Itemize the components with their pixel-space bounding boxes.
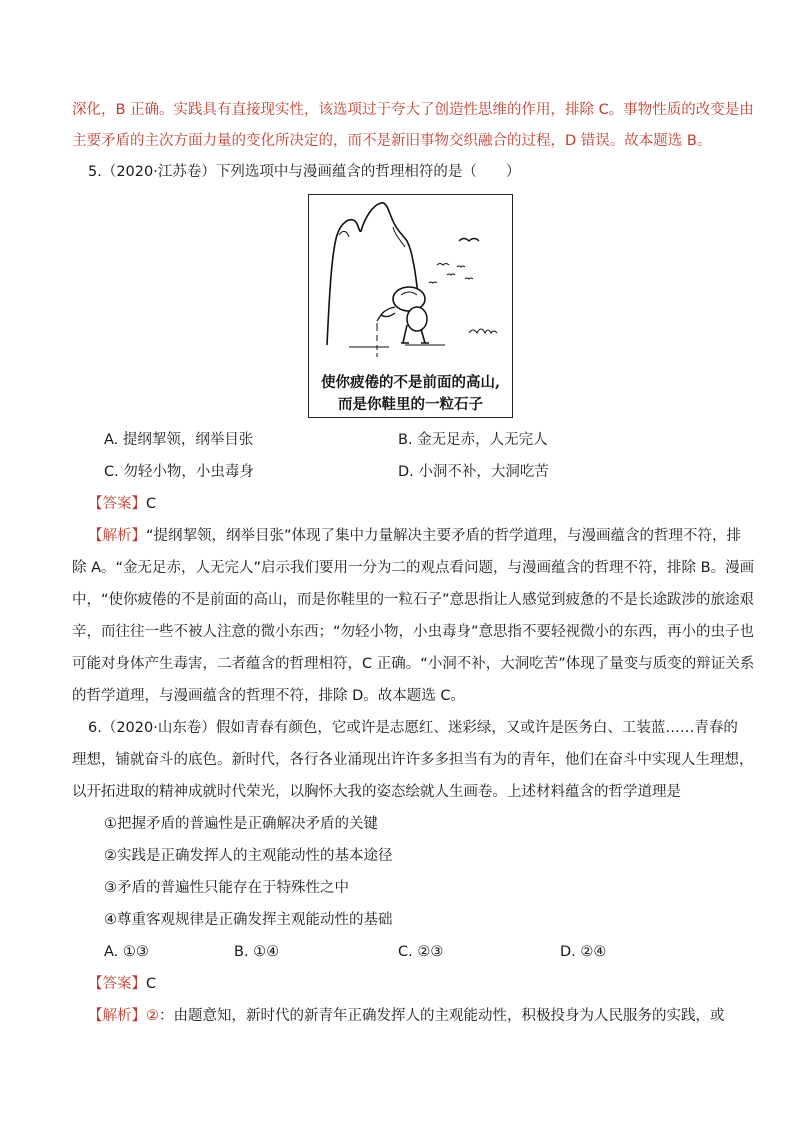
- prev-analysis-line-1: 深化，B 正确。实践具有直接现实性，该选项过于夸大了创造性思维的作用，排除 C。事物性质的改变是由: [72, 102, 754, 118]
- q6-statement-1: ①把握矛盾的普遍性是正确解决矛盾的关键: [104, 816, 378, 832]
- cartoon-caption-2: 而是你鞋里的一粒石子: [338, 396, 483, 413]
- cartoon-image: [308, 194, 513, 418]
- q5-answer-value: C: [146, 496, 157, 512]
- q6-analysis-text: ：由题意知，新时代的新青年正确发挥人的主观能动性，积极投身为人民服务的实践，或: [159, 1008, 725, 1024]
- cartoon-caption-1: 使你疲倦的不是前面的高山,: [320, 374, 501, 391]
- q5-answer-label: 【答案】: [88, 496, 146, 512]
- q6-stem-line-1: 6.（2020·山东卷）假如青春有颜色，它或许是志愿红、迷彩绿，又或许是医务白、工装蓝……青春的: [88, 720, 738, 736]
- q5-analysis-line-3: 中，“使你疲倦的不是前面的高山，而是你鞋里的一粒石子”意思指让人感觉到疲惫的不是长途跋涉的旅途艰: [72, 592, 755, 608]
- q6-statement-2: ②实践是正确发挥人的主观能动性的基本途径: [104, 848, 393, 864]
- q5-answer: [88, 494, 740, 514]
- prev-analysis-line-2: 主要矛盾的主次方面力量的变化所决定的，而不是新旧事物交织融合的过程，D 错误。故本题选 B。: [72, 133, 712, 149]
- q5-analysis-text-1: “提纲挈领，纲举目张”体现了集中力量解决主要矛盾的哲学道理，与漫画蕴含的哲理不符，排: [146, 528, 742, 544]
- q6-answer-label: 【答案】: [88, 976, 146, 992]
- q6-analysis-line-1: [88, 1006, 740, 1026]
- q5-analysis-line-2: 除 A。“金无足赤，人无完人”启示我们要用一分为二的观点看问题，与漫画蕴含的哲理不符，排除 B。漫画: [72, 560, 755, 576]
- q6-analysis-start: ②: [146, 1008, 159, 1024]
- q6-statement-3: ③矛盾的普遍性只能存在于特殊性之中: [104, 880, 349, 896]
- q5-stem: 5.（2020·江苏卷）下列选项中与漫画蕴含的哲理相符的是（ ）: [88, 164, 521, 180]
- q6-stem-line-2: 理想，铺就奋斗的底色。新时代，各行各业涌现出许许多多担当有为的青年，他们在奋斗中实现人生理想，: [72, 752, 754, 768]
- q5-analysis-line-6: 的哲学道理，与漫画蕴含的哲理不符，排除 D。故本题选 C。: [72, 688, 466, 704]
- q5-analysis-line-4: 辛，而往往一些不被人注意的微小东西；“勿轻小物，小虫毒身”意思指不要轻视微小的东西，再小的虫子也: [72, 624, 755, 640]
- q6-stem-line-3: 以开拓进取的精神成就时代荣光，以胸怀大我的姿态绘就人生画卷。上述材料蕴含的哲学道理是: [72, 784, 681, 800]
- q6-answer: [88, 974, 740, 994]
- q6-answer-value: C: [146, 976, 157, 992]
- q6-option-d: D. ②④: [560, 944, 607, 960]
- q6-option-b: B. ①④: [234, 944, 280, 960]
- q5-option-c: C. 勿轻小物，小虫毒身: [104, 464, 254, 480]
- q5-option-a: A. 提纲挈领，纲举目张: [104, 432, 254, 448]
- q6-option-a: A. ①③: [104, 944, 149, 960]
- q5-option-b: B. 金无足赤，人无完人: [398, 432, 548, 448]
- q5-option-d: D. 小洞不补，大洞吃苦: [398, 464, 549, 480]
- q6-statement-4: ④尊重客观规律是正确发挥主观能动性的基础: [104, 912, 393, 928]
- q6-analysis-label: 【解析】: [88, 1008, 146, 1024]
- q5-analysis-line-1: [88, 526, 740, 546]
- q5-analysis-line-5: 可能对身体产生毒害，二者蕴含的哲理相符，C 正确。“小洞不补，大洞吃苦”体现了量变与质变的辩证关系: [72, 656, 755, 672]
- q6-option-c: C. ②③: [398, 944, 444, 960]
- q5-analysis-label: 【解析】: [88, 528, 146, 544]
